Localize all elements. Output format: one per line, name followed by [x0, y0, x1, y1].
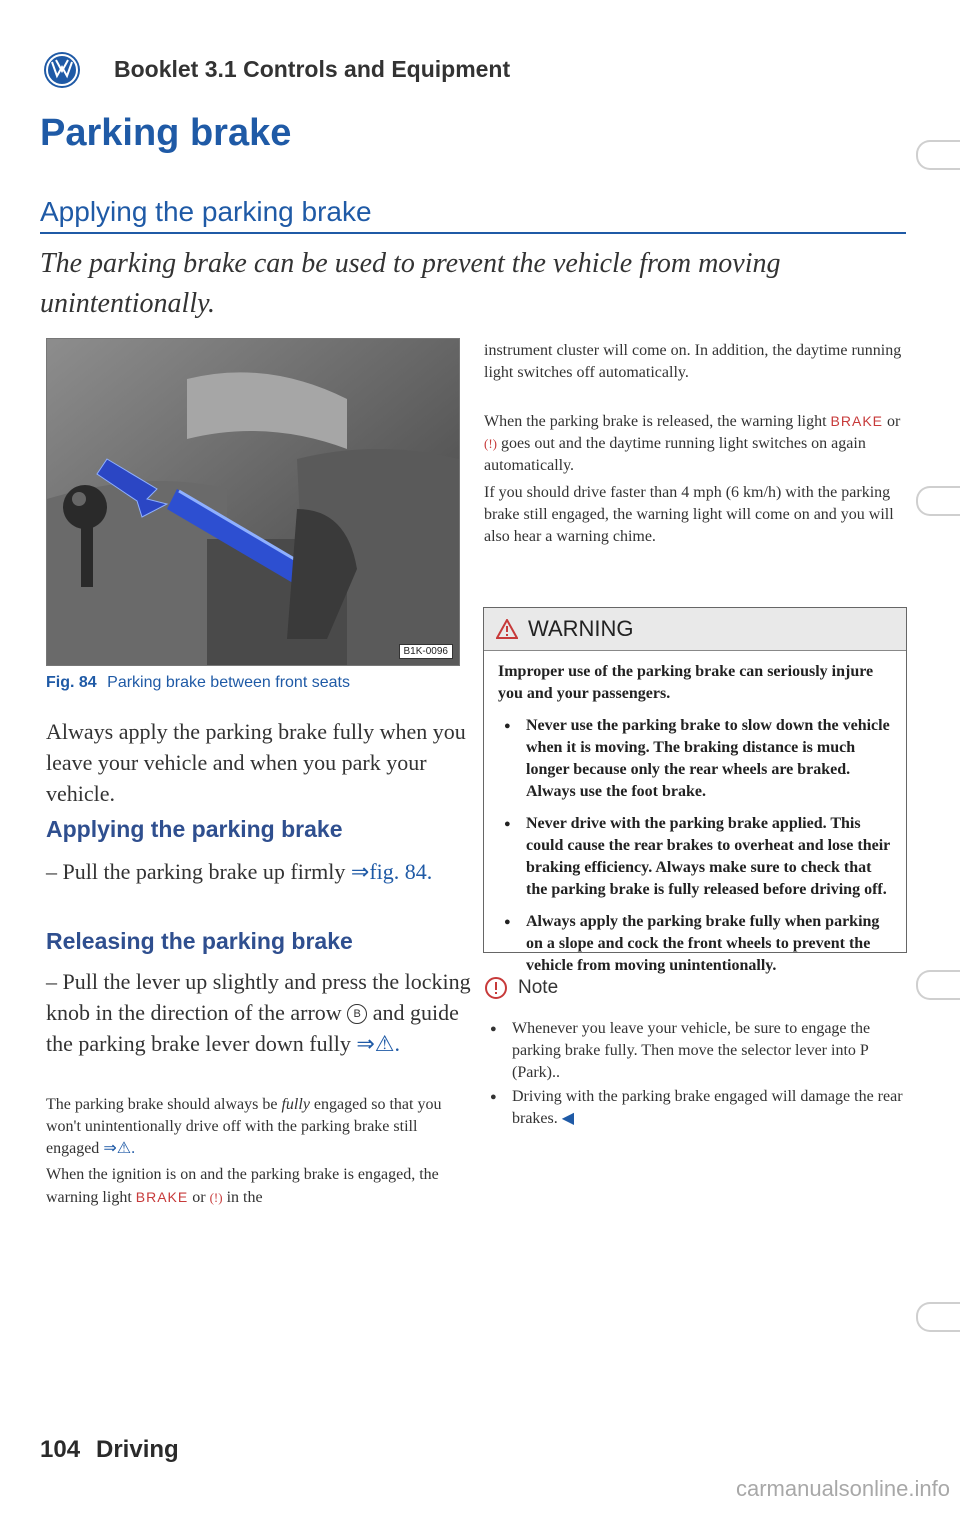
step-releasing-text-a: – Pull the lever up slightly and press the locking knob in the direction of the arrow	[46, 969, 471, 1025]
warning-reference-link[interactable]: ⇒⚠.	[356, 1031, 400, 1056]
step-releasing-text-b: and guide the parking brake lever down fully	[46, 1000, 459, 1056]
warning-bullet: ● Never use the parking brake to slow down the vehicle when it is moving. The braking distance is much longer because only the rear wheels are braked. Always use the foot brake.	[498, 715, 892, 803]
should-text-b: engaged so that you won't unintentionally drive off with the parking brake still engaged	[46, 1096, 442, 1157]
heading-applying: Applying the parking brake	[46, 816, 343, 842]
note-header	[484, 976, 558, 1000]
intro-text: The parking brake can be used to prevent the vehicle from moving unintentionally.	[40, 248, 781, 319]
watermark: carmanualsonline.info	[735, 1476, 950, 1501]
note-info-icon	[484, 976, 508, 1000]
step-applying-text: – Pull the parking brake up firmly	[46, 859, 346, 884]
warning-bullet: ● Never drive with the parking brake applied. This could cause the rear brakes to overheat and lose their braking efficiency. Always make sure to check that the parking brake is fully released before driving off.	[498, 813, 892, 901]
paragraph-instrument-cluster: instrument cluster will come on. In addition, the daytime running light switches off automatically.	[484, 342, 902, 381]
warning-bullet: ● Always apply the parking brake fully when parking on a slope and cock the front wheels to prevent the vehicle from moving unintentionally.	[498, 911, 892, 977]
should-emphasis: fully	[281, 1096, 310, 1113]
page-edge-tab	[916, 486, 960, 516]
vw-logo-icon	[42, 50, 82, 90]
paragraph-drive-faster: If you should drive faster than 4 mph (6 km/h) with the parking brake still engaged, the warning light will come on and you will also hear a warning chime.	[484, 484, 894, 545]
note-bullet-text: ● Whenever you leave your vehicle, be sure to engage the parking brake fully. Then move the selector lever into P (Park)..	[512, 1020, 871, 1081]
warning-title: WARNING	[528, 616, 634, 641]
figure-parking-brake	[46, 338, 460, 666]
should-text-a: The parking brake should always be	[46, 1096, 278, 1113]
brake-lamp-icon-2: (!)	[484, 436, 497, 451]
parking-brake-illustration	[47, 339, 459, 665]
page-edge-tab	[916, 1302, 960, 1332]
ignition-text-b: in the	[226, 1189, 263, 1206]
released-text-b: goes out and the daytime running light switches on again automatically.	[484, 435, 866, 474]
step-releasing	[46, 966, 474, 1059]
paragraph-ignition	[46, 1164, 466, 1209]
note-bullet-text	[484, 1086, 904, 1130]
warning-reference-link-2[interactable]: ⇒⚠.	[103, 1140, 136, 1157]
ignition-text-a: When the ignition is on and the parking brake is engaged, the warning light	[46, 1166, 439, 1206]
released-text-a: When the parking brake is released, the warning light	[484, 413, 827, 430]
warning-box	[483, 607, 907, 974]
paragraph-should-engage	[46, 1094, 466, 1160]
brake-lamp-icon: (!)	[209, 1190, 223, 1205]
page-edge-tab	[916, 140, 960, 170]
figure-caption	[46, 674, 350, 692]
figure-caption-text: Parking brake between front seats	[107, 674, 350, 691]
figure-id-label: B1K-0096	[399, 644, 453, 659]
warning-body	[484, 651, 906, 977]
note-bullet	[484, 1018, 904, 1084]
figure-reference-link[interactable]: ⇒fig. 84.	[350, 859, 433, 884]
warning-header	[484, 608, 906, 651]
booklet-header: Booklet 3.1 Controls and Equipment	[114, 56, 511, 82]
paragraph-brake-released	[484, 410, 908, 477]
warning-triangle-icon	[496, 619, 518, 639]
step-applying	[46, 856, 466, 887]
page-edge-tab	[916, 970, 960, 1000]
or-text: or	[192, 1189, 206, 1206]
page-number: 104	[40, 1436, 81, 1463]
title-divider	[40, 232, 906, 234]
brake-warning-word-2: BRAKE	[830, 413, 884, 429]
subsection-title: Applying the parking brake	[40, 196, 372, 227]
paragraph-always-apply: Always apply the parking brake fully when you leave your vehicle and when you park your vehicle.	[46, 719, 466, 806]
brake-warning-word: BRAKE	[135, 1189, 189, 1205]
note-bullet-2-text: Driving with the parking brake engaged will damage the rear brakes.	[512, 1088, 903, 1127]
note-title: Note	[518, 977, 559, 998]
page-title: Parking brake	[40, 112, 292, 154]
section-end-icon: ◀	[561, 1110, 575, 1127]
arrow-b-marker: B	[347, 1004, 367, 1024]
note-bullet	[484, 1086, 904, 1130]
chapter-name: Driving	[96, 1436, 179, 1463]
or-text-2: or	[887, 413, 901, 430]
heading-releasing: Releasing the parking brake	[46, 928, 353, 954]
figure-number: Fig. 84	[46, 674, 97, 691]
warning-intro: Improper use of the parking brake can seriously injure you and your passengers.	[498, 663, 874, 702]
